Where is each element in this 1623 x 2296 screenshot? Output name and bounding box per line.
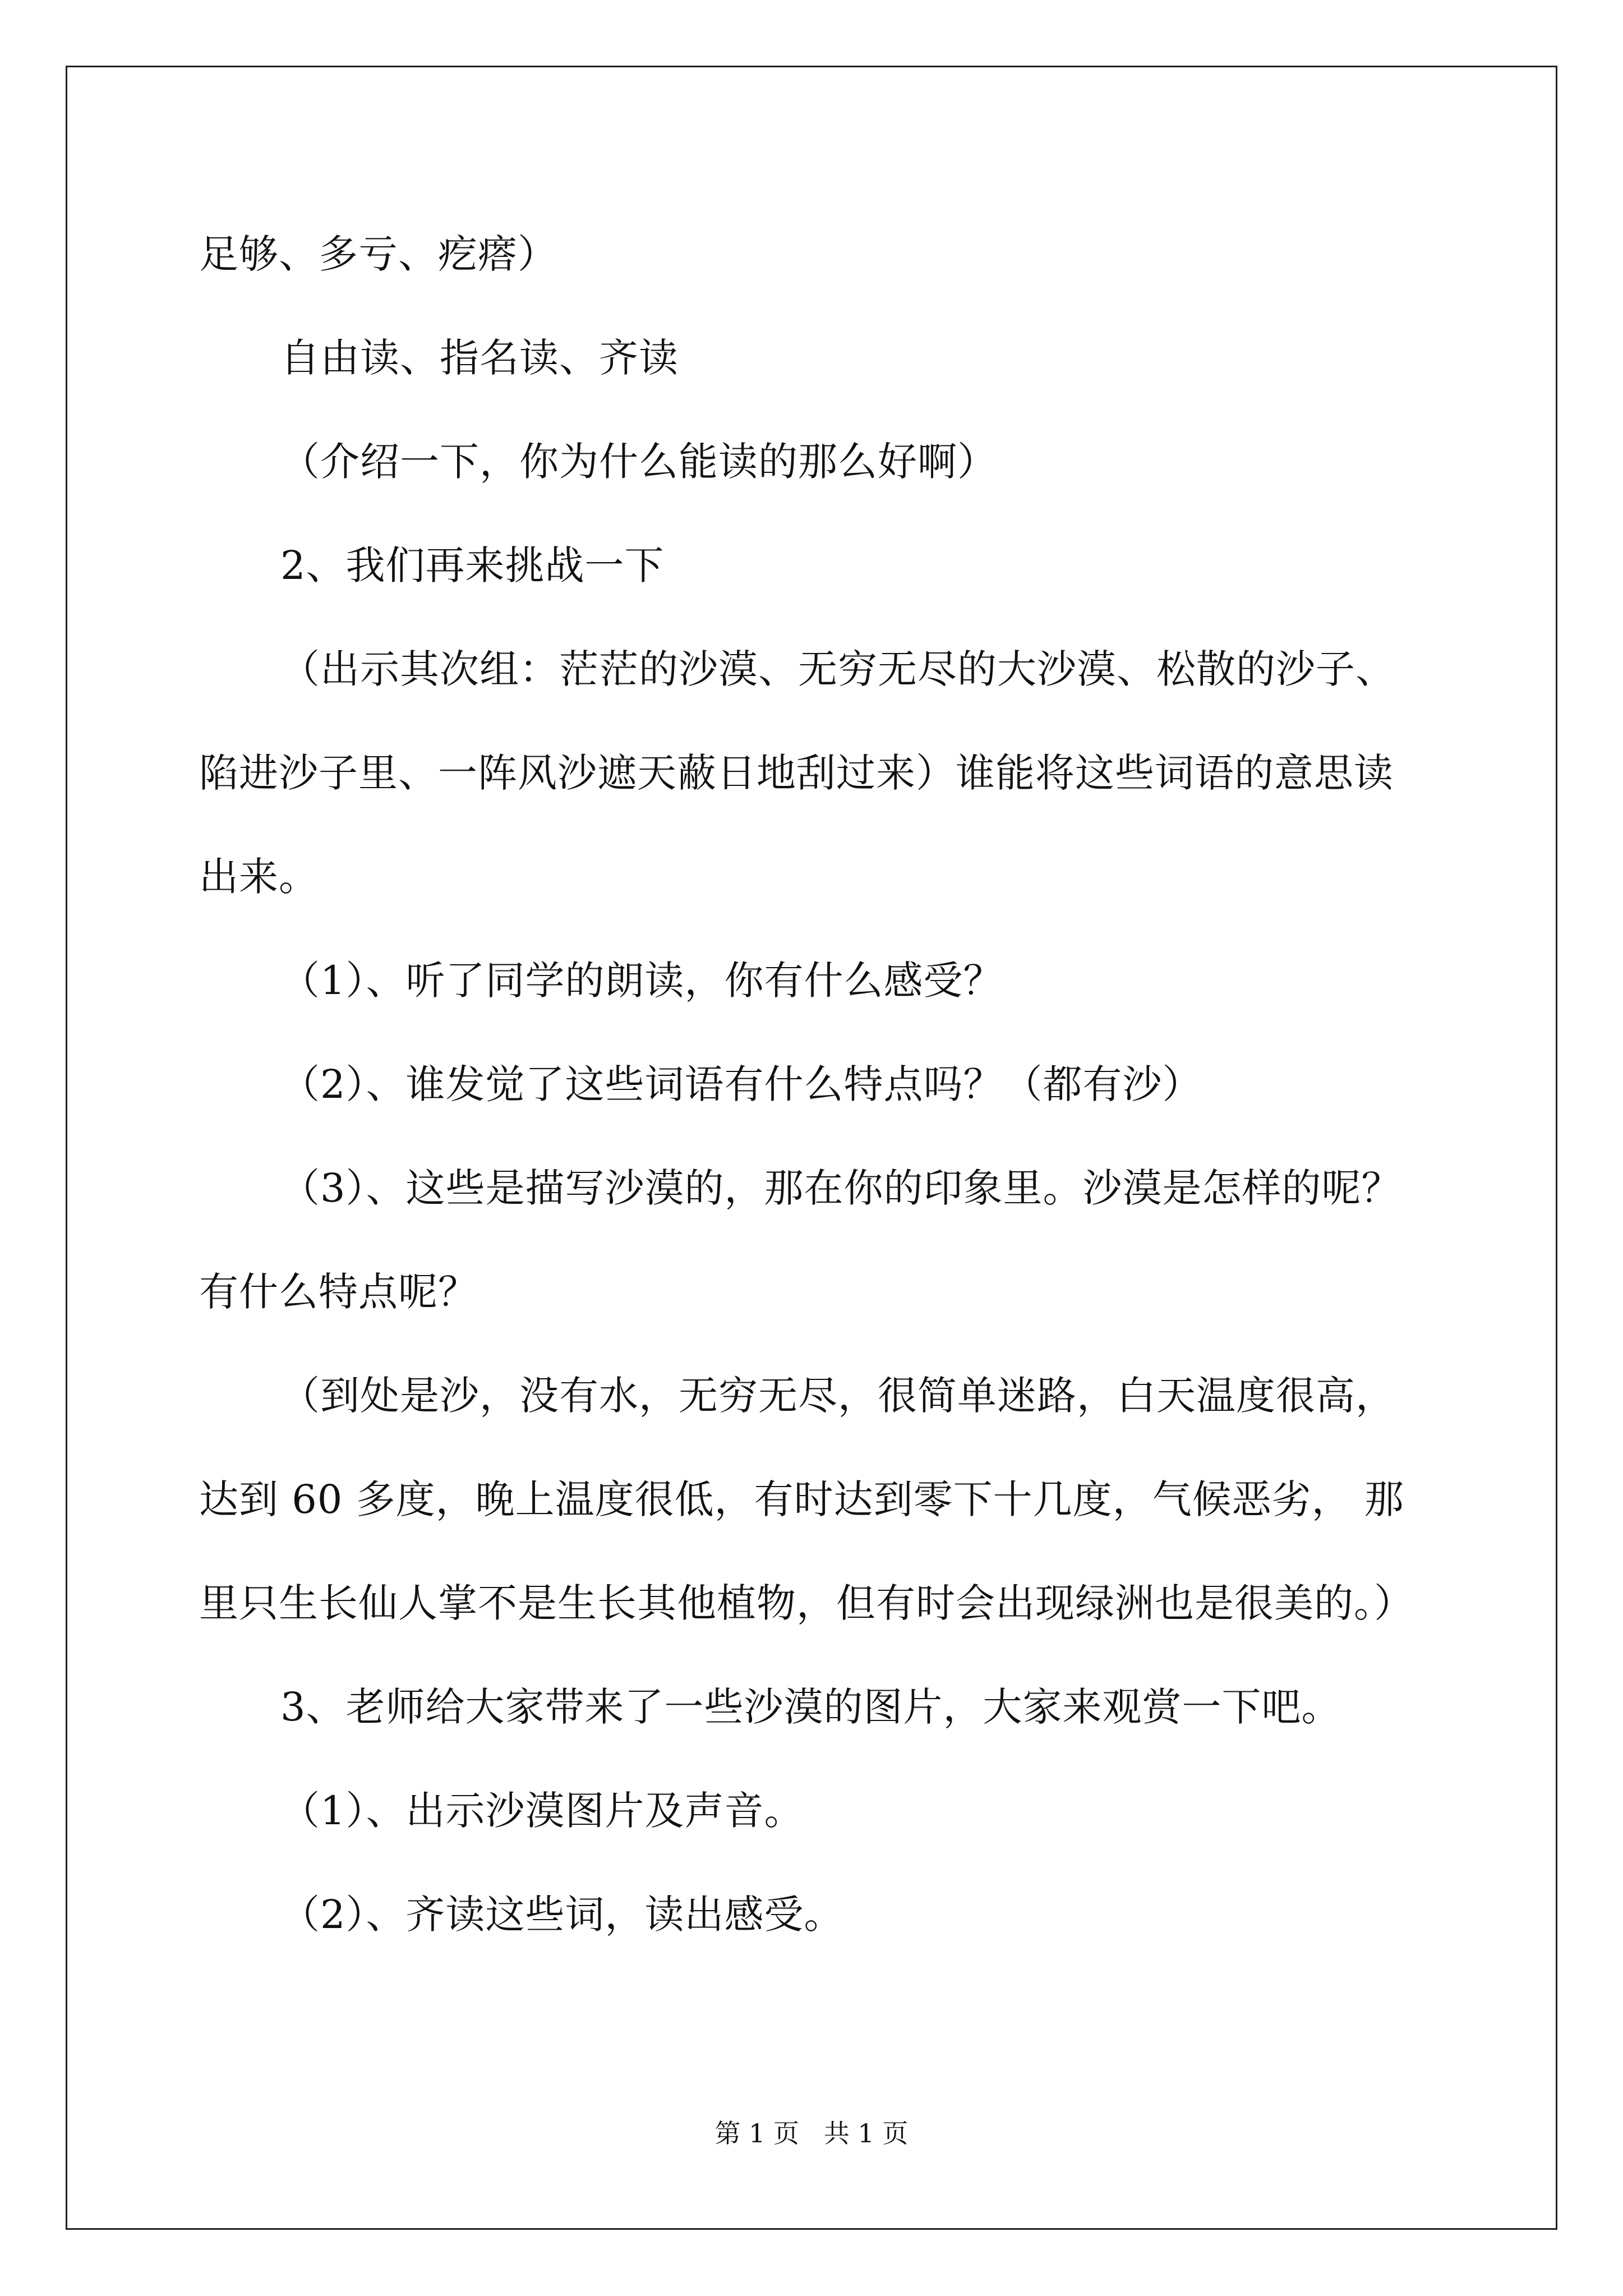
text-line: （2）、谁发觉了这些词语有什么特点吗？（都有沙）: [280, 1061, 1202, 1107]
text-line: 2、我们再来挑战一下: [280, 542, 665, 588]
text-line: 足够、多亏、疙瘩）: [199, 231, 557, 277]
text-line: 3、老师给大家带来了一些沙漠的图片，大家来观赏一下吧。: [280, 1684, 1341, 1730]
page-footer: 第 1 页 共 1 页: [714, 2118, 909, 2148]
text-line: （介绍一下，你为什么能读的那么好啊）: [280, 439, 997, 485]
text-line: 自由读、指名读、齐读: [280, 335, 679, 381]
text-line: 达到 60 多度，晚上温度很低，有时达到零下十几度，气候恶劣， 那: [199, 1476, 1404, 1522]
text-line: （2）、齐读这些词，读出感受。: [280, 1892, 844, 1938]
text-line: 里只生长仙人掌不是生长其他植物，但有时会出现绿洲也是很美的。）: [199, 1580, 1414, 1626]
text-line: （3）、这些是描写沙漠的，那在你的印象里。沙漠是怎样的呢？: [280, 1165, 1401, 1211]
text-line: 陷进沙子里、一阵风沙遮天蔽日地刮过来）谁能将这些词语的意思读: [199, 750, 1394, 796]
text-line: 有什么特点呢？: [199, 1269, 478, 1315]
text-line: （1）、听了同学的朗读，你有什么感受？: [280, 958, 1003, 1004]
text-line: （到处是沙，没有水，无穷无尽，很简单迷路，白天温度很高，: [280, 1373, 1395, 1419]
text-line: （出示其次组：茫茫的沙漠、无穷无尽的大沙漠、松散的沙子、: [280, 646, 1395, 692]
text-line: （1）、出示沙漠图片及声音。: [280, 1788, 804, 1834]
text-line: 出来。: [199, 854, 319, 900]
